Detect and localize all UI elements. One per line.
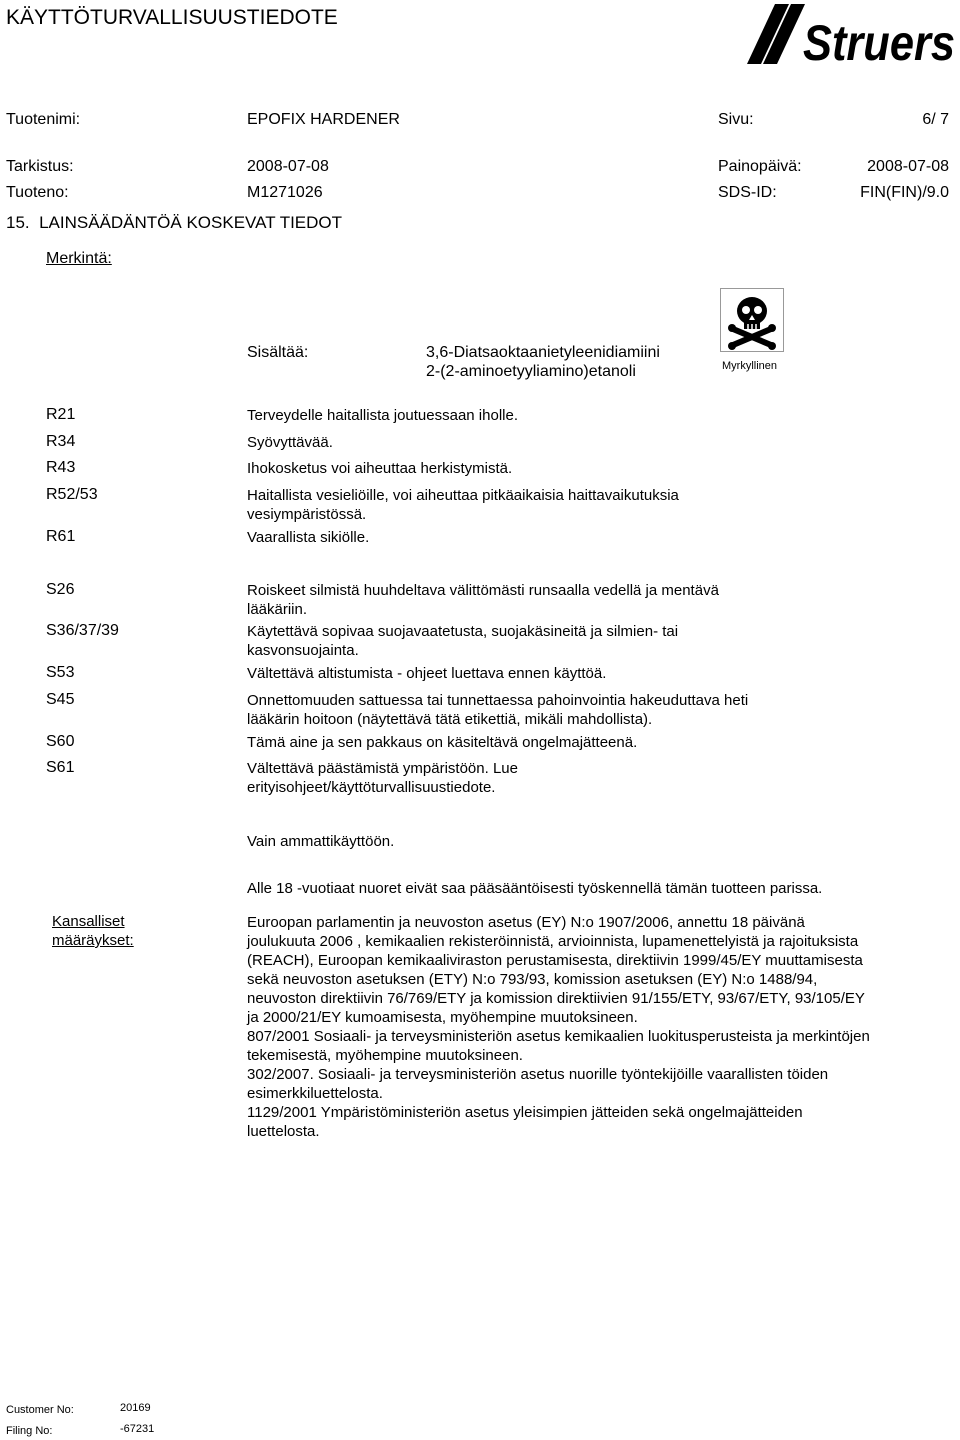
r-text: Syövyttävää.	[247, 434, 333, 451]
sisaltaa-line-1: 3,6-Diatsaoktaanietyleenidiamiini	[426, 344, 660, 361]
national-line: esimerkkiluettelosta.	[247, 1085, 383, 1102]
struers-logo-icon	[745, 2, 957, 68]
sisaltaa-line-2: 2-(2-aminoetyyliamino)etanoli	[426, 363, 636, 380]
r-text: Terveydelle haitallista joutuessaan iholle.	[247, 407, 518, 424]
tuoteno-value: M1271026	[247, 184, 323, 201]
r-code: R34	[46, 433, 76, 450]
tarkistus-value: 2008-07-08	[247, 158, 329, 175]
r-code: R61	[46, 528, 76, 545]
s-code: S60	[46, 733, 75, 750]
national-line: joulukuuta 2006 , kemikaalien rekisteröinnistä, arvioinnista, lupamenettelyistä ja rajoituksista	[247, 933, 859, 950]
youth-note: Alle 18 -vuotiaat nuoret eivät saa pääsääntöisesti työskennellä tämän tuotteen parissa.	[247, 880, 823, 897]
tuotenimi-value: EPOFIX HARDENER	[247, 111, 400, 128]
customer-label: Customer No:	[6, 1404, 74, 1416]
s-text-cont: lääkäriin.	[247, 601, 308, 618]
section-number: 15.	[6, 213, 30, 232]
customer-value: 20169	[120, 1402, 151, 1414]
national-line: luettelosta.	[247, 1123, 320, 1140]
tuotenimi-label: Tuotenimi:	[6, 111, 81, 128]
painopaiva-value: 2008-07-08	[867, 158, 949, 175]
s-text: Vältettävä päästämistä ympäristöön. Lue	[247, 760, 518, 777]
national-line: Euroopan parlamentin ja neuvoston asetus (EY) N:o 1907/2006, annettu 18 päivänä	[247, 914, 805, 931]
national-label-1: Kansalliset	[52, 913, 125, 930]
national-line: sekä neuvoston asetuksen (ETY) N:o 793/93, komission asetuksen (EY) N:o 1488/94,	[247, 971, 818, 988]
s-code: S45	[46, 691, 75, 708]
r-text: Haitallista vesieliöille, voi aiheuttaa pitkäaikaisia haittavaikutuksia	[247, 487, 679, 504]
s-text: Onnettomuuden sattuessa tai tunnettaessa pahoinvointia hakeuduttava heti	[247, 692, 749, 709]
s-code: S61	[46, 759, 75, 776]
s-text: Käytettävä sopivaa suojavaatetusta, suojakäsineitä ja silmien- tai	[247, 623, 679, 640]
r-text: Vaarallista sikiölle.	[247, 529, 370, 546]
tuoteno-label: Tuoteno:	[6, 184, 69, 201]
s-code: S36/37/39	[46, 622, 119, 639]
s-text-cont: kasvonsuojainta.	[247, 642, 359, 659]
skull-crossbones-icon	[721, 289, 783, 351]
sdsid-label: SDS-ID:	[718, 184, 777, 201]
brand-name: Struers	[803, 15, 955, 68]
sdsid-value: FIN(FIN)/9.0	[860, 184, 949, 201]
s-code: S26	[46, 581, 75, 598]
painopaiva-label: Painopäivä:	[718, 158, 802, 175]
national-line: neuvoston direktiivin 76/769/ETY ja komission direktiivien 91/155/ETY, 93/67/ETY, 93/105/EY	[247, 990, 865, 1007]
tarkistus-label: Tarkistus:	[6, 158, 74, 175]
sivu-label: Sivu:	[718, 111, 754, 128]
sisaltaa-label: Sisältää:	[247, 344, 309, 361]
sivu-value: 6/ 7	[922, 111, 949, 128]
s-text-cont: lääkärin hoitoon (näytettävä tätä etikettiä, mikäli mahdollista).	[247, 711, 653, 728]
r-text: Ihokosketus voi aiheuttaa herkistymistä.	[247, 460, 513, 477]
s-text: Vältettävä altistumista - ohjeet luettava ennen käyttöä.	[247, 665, 607, 682]
merkinta-label: Merkintä:	[46, 250, 112, 267]
section-title: LAINSÄÄDÄNTÖÄ KOSKEVAT TIEDOT	[39, 213, 343, 232]
s-text: Tämä aine ja sen pakkaus on käsiteltävä ongelmajätteenä.	[247, 734, 638, 751]
r-code: R21	[46, 406, 76, 423]
s-text-cont: erityisohjeet/käyttöturvallisuustiedote.	[247, 779, 496, 796]
r-code: R52/53	[46, 486, 98, 503]
filing-label: Filing No:	[6, 1425, 53, 1437]
r-code: R43	[46, 459, 76, 476]
national-line: tekemisestä, myöhempine muutoksineen.	[247, 1047, 523, 1064]
national-line: ja 2000/21/EY kumoamisesta, myöhempine muutoksineen.	[247, 1009, 638, 1026]
filing-value: -67231	[120, 1423, 155, 1435]
hazard-pictogram	[720, 288, 784, 352]
hazard-caption: Myrkyllinen	[722, 360, 778, 372]
national-text	[247, 913, 870, 1141]
national-line: 302/2007. Sosiaali- ja terveysministeriön asetus nuorille työntekijöille vaarallisten töiden	[247, 1066, 829, 1083]
section-heading	[6, 213, 342, 233]
s-code: S53	[46, 664, 75, 681]
national-line: 807/2001 Sosiaali- ja terveysministeriön asetus kemikaalien luokitusperusteista ja merkintöjen	[247, 1028, 870, 1045]
national-label-2: määräykset:	[52, 932, 134, 949]
struers-logo	[745, 2, 957, 68]
r-text-cont: vesiympäristössä.	[247, 506, 367, 523]
professional-note: Vain ammattikäyttöön.	[247, 833, 395, 850]
national-line: 1129/2001 Ympäristöministeriön asetus yleisimpien jätteiden sekä ongelmajätteiden	[247, 1104, 803, 1121]
national-line: (REACH), Euroopan kemikaaliviraston perustamisesta, direktiivin 1999/45/EY muuttamisesta	[247, 952, 863, 969]
s-text: Roiskeet silmistä huuhdeltava välittömästi runsaalla vedellä ja mentävä	[247, 582, 719, 599]
document-title: KÄYTTÖTURVALLISUUSTIEDOTE	[6, 6, 338, 29]
